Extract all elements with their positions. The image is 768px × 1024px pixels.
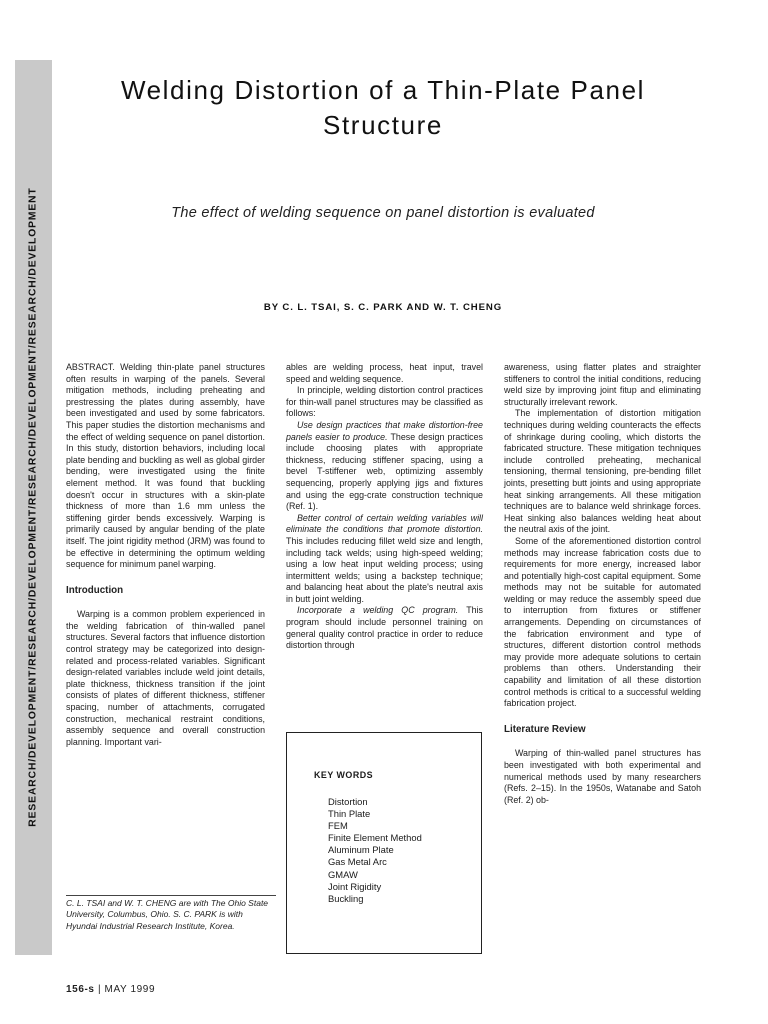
- title-line-1: Welding Distortion of a Thin-Plate Panel: [120, 75, 646, 105]
- col3-paragraph-1: awareness, using flatter plates and straighter stiffeners to control the initial conditions, reducing weld size by improving joint fitup and eliminating structurally irrelevant rework.: [504, 362, 701, 407]
- literature-review-heading: Literature Review: [504, 723, 586, 735]
- article-subtitle: The effect of welding sequence on panel distortion is evaluated: [171, 205, 595, 221]
- page-footer: 156-s | MAY 1999: [66, 984, 156, 995]
- author-footnote: C. L. TSAI and W. T. CHENG are with The Ohio State University, Columbus, Ohio. S. C. PARK is with Hyundai Industrial Research Institute, Korea.: [66, 898, 269, 931]
- col2-p5-rest: This program should include personnel training on general quality control practice in order to reduce distortion through: [286, 605, 483, 651]
- title-line-2: Structure: [323, 110, 443, 140]
- keywords-list: [328, 796, 422, 905]
- col2-p3-rest: These design practices include choosing plates with appropriate thickness, reducing stiffener spacing, using a bevel T-stiffener web, optimizing assembly sequencing, properly applying jigs and fixtures and using the egg-crate construction technique (Ref. 1).: [286, 431, 483, 512]
- col3-paragraph-4: Warping of thin-walled panel structures has been investigated with both experimental and numerical methods used by many researchers (Refs. 2–15). In the 1950s, Watanabe and Satoh (Ref. 2) ob-: [504, 748, 701, 805]
- col2-p4-rest: This includes reducing fillet weld size and length, including tack welds; using high-speed welding; using a low heat input welding process; using intermittent welds; using a backstep technique; and balancing heat about the plate's neutral axis in butt joint welding.: [286, 535, 483, 604]
- keyword-item: Thin Plate: [328, 808, 371, 820]
- keyword-item: Gas Metal Arc: [328, 856, 387, 868]
- col3-paragraph-3: Some of the aforementioned distortion control methods may increase fabrication costs due to requirements for more energy, increased labor and potentially high-cost capital equipment. Some methods may not be suitable for automated welding or may reduce the assembly speed due to interruption from fixtures or stiffener arrangements. Depending on circumstances of the fabrication environment and type of structures, different distortion control methods may provide more adequate solutions to certain problems than others. Understanding their capability and limitation of all these distortion control methods is critical to a successful welding fabrication project.: [504, 535, 701, 709]
- abstract-text: ABSTRACT. Welding thin-plate panel structures often results in warping of the panels. Several mitigation methods, including preheating and prestressing the plates during assembly, have been investigated and used by some fabricators. This paper studies the distortion mechanisms and the effect of welding sequence on panel distortion. In this study, distortion behaviors, including local plate bending and buckling as well as global girder bending, were investigated using the finite element method. It was found that buckling doesn't occur in structures with a skin-plate thickness of more than 1.6 mm unless the stiffening girder bends excessively. Warping is primarily caused by angular bending of the plate itself. The joint rigidity method (JRM) was found to be effective in determining the optimum welding sequence for minimum panel warping.: [66, 362, 265, 570]
- col3-paragraph-2: The implementation of distortion mitigation techniques during welding counteracts the effects of shrinkage during cooling, which distorts the fabricated structure. These mitigation techniques include controlled preheating, mechanical tensioning, thermal tensioning, pre-bending fillet joints, presetting butt joints and using appropriate heat sinking arrangements. All these mitigation techniques are to balance weld shrinkage forces. Heat sinking also balances welding heat about the neutral axis of the joint.: [504, 408, 701, 535]
- author-byline: BY C. L. TSAI, S. C. PARK AND W. T. CHENG: [263, 302, 503, 313]
- col2-p4-italic: Better control of certain welding variables will eliminate the conditions that promote distortion.: [286, 512, 483, 535]
- col2-paragraph-2: In principle, welding distortion control practices for thin-wall panel structures may be classified as follows:: [286, 385, 483, 419]
- column-1: [66, 362, 265, 748]
- footnote-rule: [66, 895, 276, 896]
- keywords-title: KEY WORDS: [314, 770, 374, 780]
- intro-heading: Introduction: [66, 584, 124, 596]
- article-title: [70, 73, 696, 143]
- keyword-item: Aluminum Plate: [328, 844, 394, 856]
- column-3: [504, 362, 701, 806]
- col2-paragraph-1: ables are welding process, heat input, travel speed and welding sequence.: [286, 362, 483, 384]
- col2-p5-italic: Incorporate a welding QC program.: [297, 605, 459, 616]
- side-banner-text: RESEARCH/DEVELOPMENT/RESEARCH/DEVELOPMENT/RESEARCH/DEVELOPMENT/RESEARCH/DEVELOPMENT: [27, 187, 39, 827]
- col2-paragraph-5: [286, 605, 483, 651]
- keyword-item: Buckling: [328, 892, 364, 904]
- keyword-item: Finite Element Method: [328, 832, 422, 844]
- keyword-item: Distortion: [328, 796, 368, 807]
- page-number: 156-s: [66, 984, 95, 995]
- keyword-item: GMAW: [328, 868, 358, 880]
- keyword-item: Joint Rigidity: [328, 880, 382, 892]
- keywords-box: [286, 732, 482, 954]
- issue-date: MAY 1999: [104, 984, 156, 995]
- intro-paragraph: Warping is a common problem experienced in the welding fabrication of thin-walled panel structures. Several factors that influence distortion control strategy may be categorized into design-related and process-related variables. Significant design-related variables include weld joint details, plate thickness, thickness transition if the joint consists of plates of different thickness, stiffener spacing, number of attachments, corrugated construction, mechanical restraint conditions, assembly sequence and overall construction planning. Important vari-: [66, 609, 265, 747]
- keyword-item: FEM: [328, 820, 348, 832]
- col2-paragraph-4: [286, 513, 483, 606]
- column-2: [286, 362, 483, 652]
- col2-p3-italic: Use design practices that make distortion-free panels easier to produce.: [286, 419, 483, 442]
- col2-paragraph-3: [286, 420, 483, 513]
